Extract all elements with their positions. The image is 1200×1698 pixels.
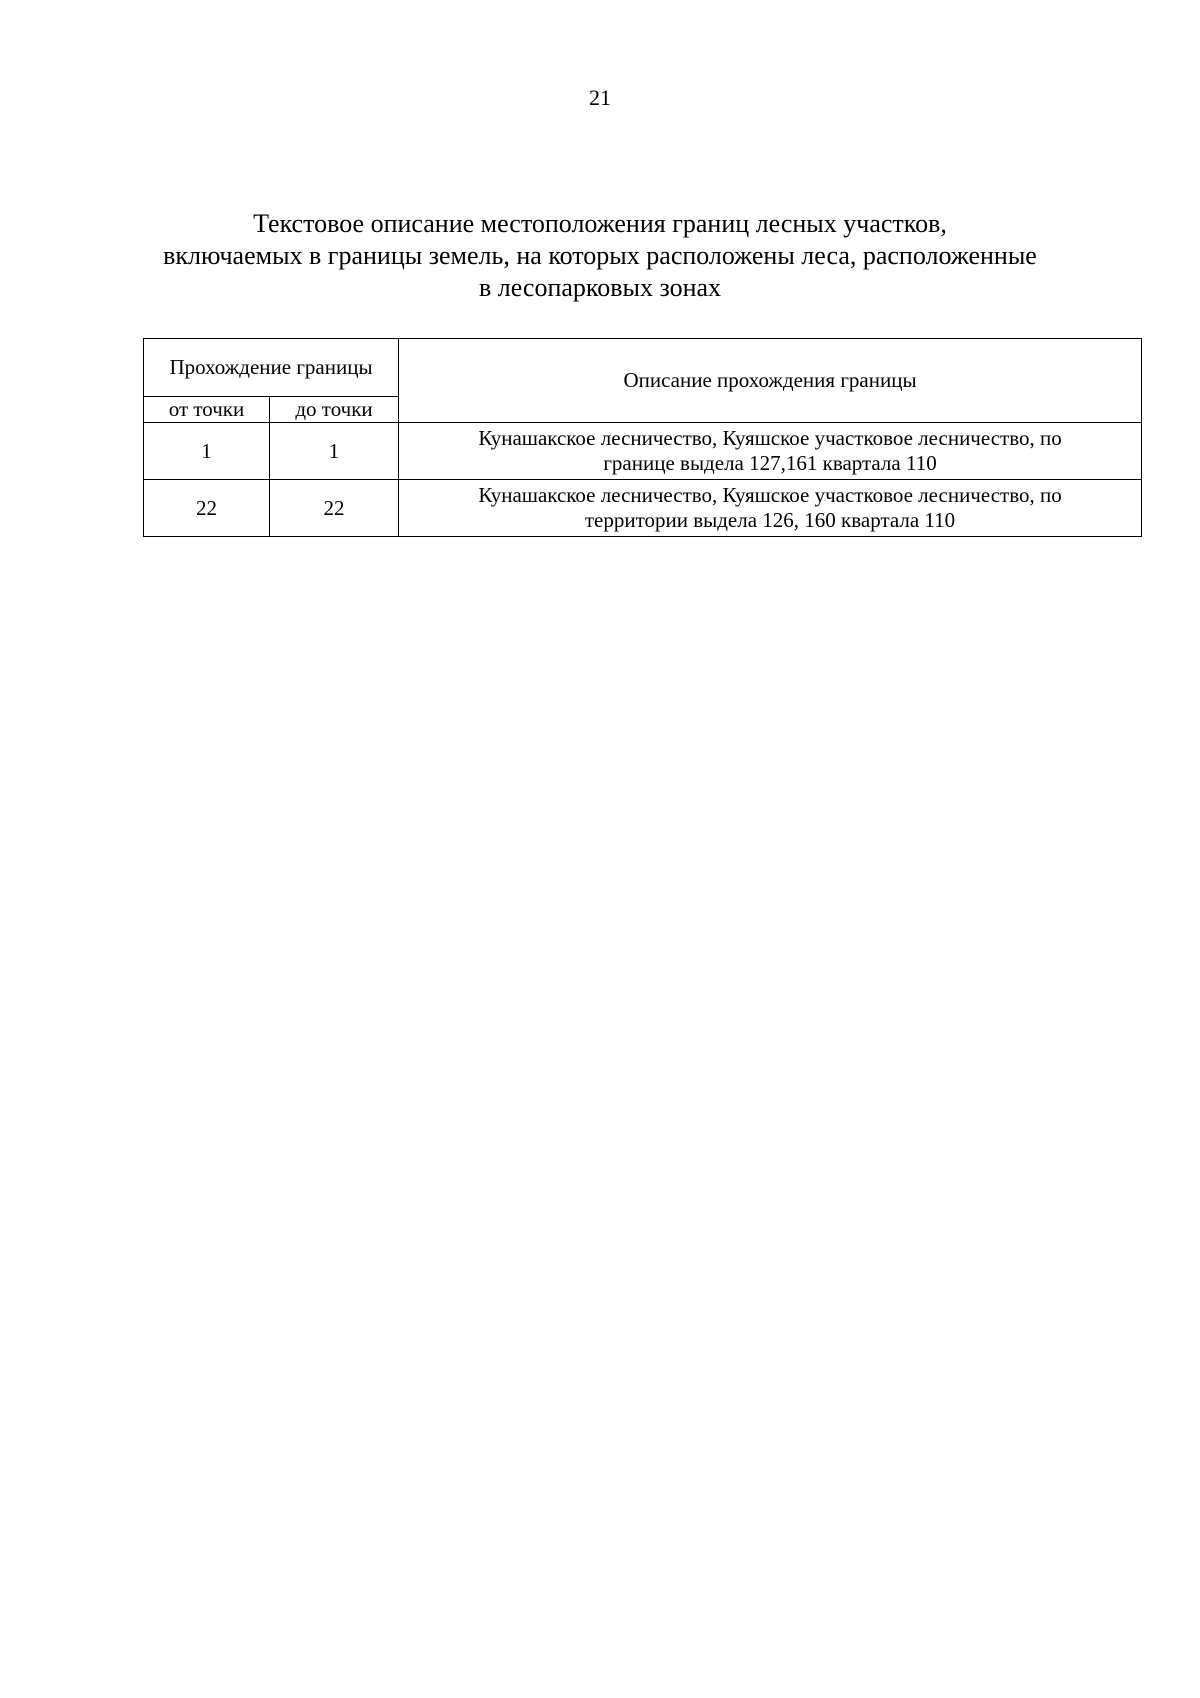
header-description: Описание прохождения границы — [399, 339, 1142, 423]
header-from-point: от точки — [144, 397, 270, 423]
header-to-point: до точки — [270, 397, 399, 423]
cell-description — [399, 423, 1142, 480]
cell-from-point: 22 — [144, 480, 270, 537]
description-line: территории выдела 126, 160 квартала 110 — [584, 508, 956, 532]
boundary-table — [143, 338, 1142, 537]
description-line: границе выдела 127,161 квартала 110 — [603, 451, 937, 475]
table-header-row — [144, 339, 1142, 397]
description-line: Кунашакское лесничество, Куяшское участковое лесничество, по — [478, 426, 1062, 450]
table-row — [144, 480, 1142, 537]
cell-to-point: 1 — [270, 423, 399, 480]
description-line: Кунашакское лесничество, Куяшское участковое лесничество, по — [478, 483, 1062, 507]
header-boundary-passage: Прохождение границы — [144, 339, 399, 397]
title-line-1: Текстовое описание местоположения границ лесных участков, — [253, 209, 947, 238]
cell-from-point: 1 — [144, 423, 270, 480]
document-title — [100, 208, 1100, 304]
cell-to-point: 22 — [270, 480, 399, 537]
cell-description — [399, 480, 1142, 537]
title-line-3: в лесопарковых зонах — [478, 273, 722, 302]
page-number: 21 — [589, 85, 611, 110]
title-line-2: включаемых в границы земель, на которых расположены леса, расположенные — [163, 241, 1037, 270]
table-row — [144, 423, 1142, 480]
